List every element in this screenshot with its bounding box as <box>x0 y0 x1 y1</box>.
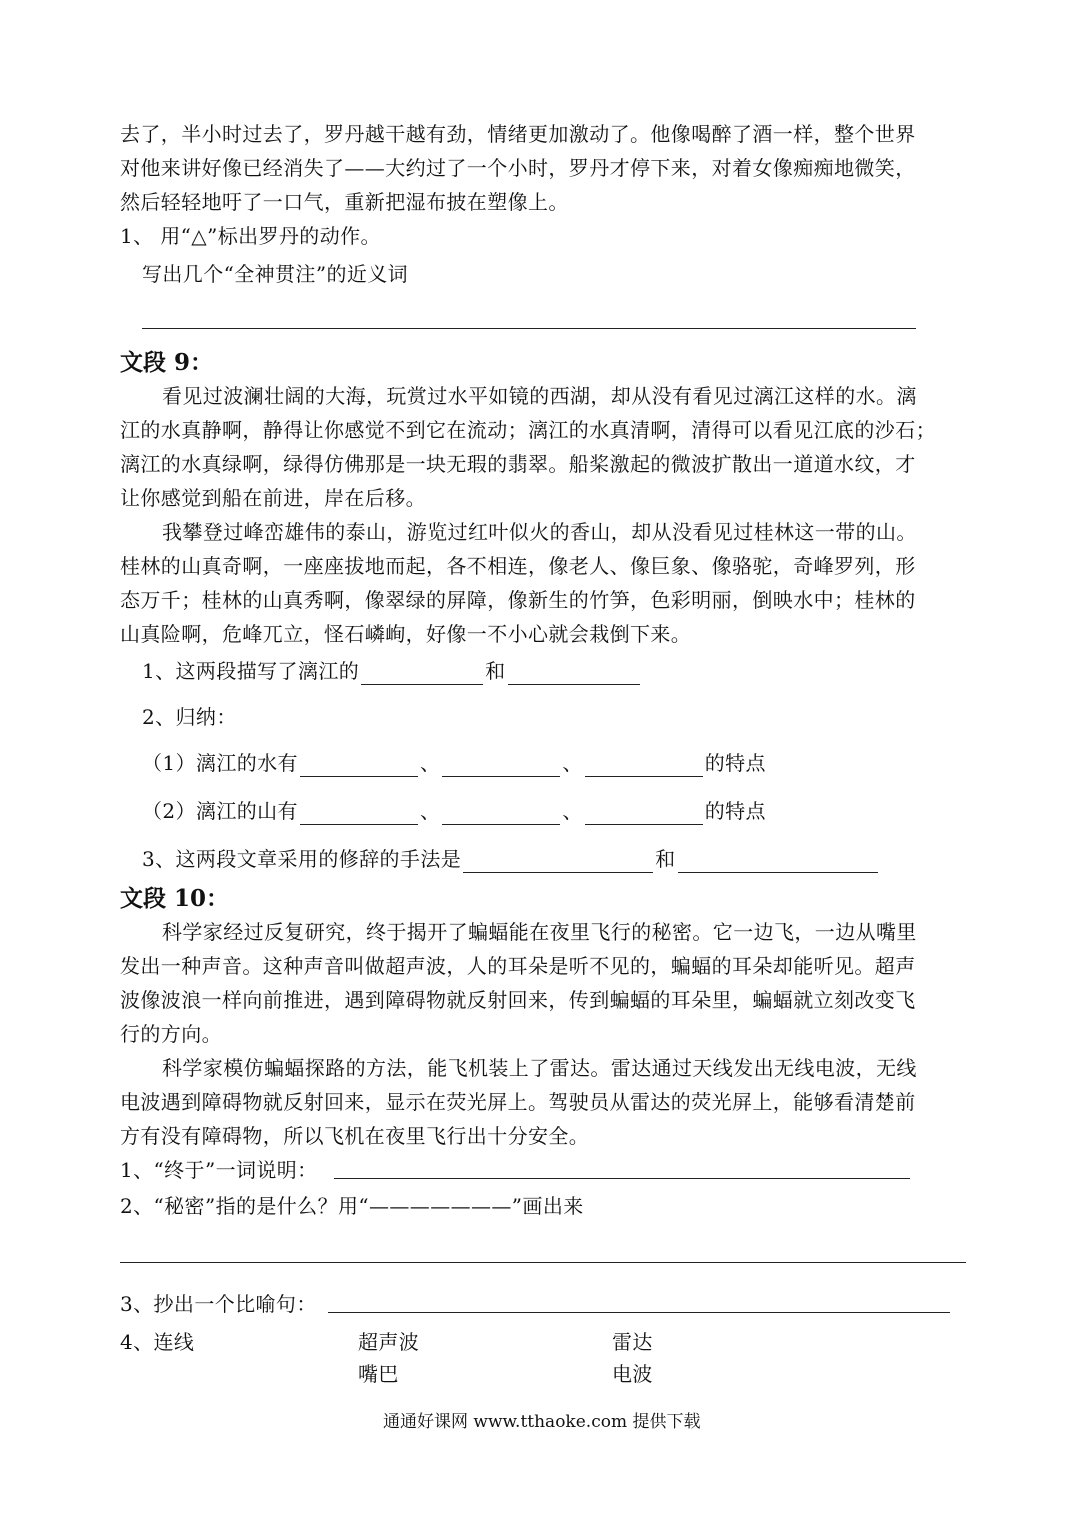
answer-line[interactable] <box>334 1178 910 1179</box>
question-3: 3、抄出一个比喻句： <box>120 1292 317 1316</box>
section-10-heading: 文段 10： <box>120 885 230 912</box>
passage-line: 让你感觉到船在前进，岸在后移。 <box>120 486 426 510</box>
passage-line: 然后轻轻地吁了一口气，重新把湿布披在塑像上。 <box>120 190 569 214</box>
answer-blank[interactable] <box>300 756 418 777</box>
question-1: 1、“终于”一词说明： <box>120 1158 318 1182</box>
question-text: （1）漓江的水有 <box>142 751 298 775</box>
passage-line: 波像波浪一样向前推进，遇到障碍物就反射回来，传到蝙蝠的耳朵里，蝙蝠就立刻改变飞 <box>120 988 916 1012</box>
question-4: 4、连线 <box>120 1330 195 1354</box>
question-2: 2、“秘密”指的是什么？用“———————”画出来 <box>120 1194 584 1218</box>
separator: 、 <box>419 751 441 775</box>
question-2b <box>142 797 766 825</box>
answer-blank[interactable] <box>585 756 703 777</box>
passage-line: 漓江的水真绿啊，绿得仿佛那是一块无瑕的翡翠。船桨激起的微波扩散出一道道水纹，才 <box>120 452 916 476</box>
match-left-item[interactable]: 超声波 <box>358 1330 420 1354</box>
question-text: 和 <box>485 659 506 683</box>
section-9-heading: 文段 9： <box>120 349 214 376</box>
answer-blank[interactable] <box>442 756 560 777</box>
separator: 、 <box>562 751 583 775</box>
match-right-item[interactable]: 电波 <box>612 1362 653 1386</box>
answer-blank[interactable] <box>585 804 703 825</box>
passage-line: 对他来讲好像已经消失了——大约过了一个小时，罗丹才停下来，对着女像痴痴地微笑， <box>120 156 916 180</box>
passage-line: 江的水真静啊，静得让你感觉不到它在流动；漓江的水真清啊，清得可以看见江底的沙石； <box>120 418 936 442</box>
answer-line[interactable] <box>120 1262 966 1263</box>
answer-line[interactable] <box>328 1312 950 1313</box>
separator: 、 <box>562 799 583 823</box>
answer-blank[interactable] <box>463 852 653 873</box>
passage-line: 我攀登过峰峦雄伟的泰山，游览过红叶似火的香山，却从没看见过桂林这一带的山。 <box>162 520 917 544</box>
answer-line <box>142 328 916 329</box>
question-text: 3、这两段文章采用的修辞的手法是 <box>142 847 462 871</box>
question-text: （2）漓江的山有 <box>142 799 298 823</box>
passage-line: 科学家模仿蝙蝠探路的方法，能飞机装上了雷达。雷达通过天线发出无线电波，无线 <box>162 1056 917 1080</box>
answer-blank[interactable] <box>300 804 418 825</box>
question-1: 1、 用“△”标出罗丹的动作。 <box>120 224 381 248</box>
question-text: 的特点 <box>704 751 766 775</box>
passage-line: 看见过波澜壮阔的大海，玩赏过水平如镜的西湖，却从没有看见过漓江这样的水。漓 <box>162 384 917 408</box>
match-left-item[interactable]: 嘴巴 <box>358 1362 399 1386</box>
answer-blank[interactable] <box>442 804 560 825</box>
question-1 <box>142 657 642 685</box>
passage-line: 行的方向。 <box>120 1022 222 1046</box>
match-right-item[interactable]: 雷达 <box>612 1330 653 1354</box>
passage-line: 发出一种声音。这种声音叫做超声波，人的耳朵是听不见的，蝙蝠的耳朵却能听见。超声 <box>120 954 916 978</box>
answer-blank[interactable] <box>678 852 878 873</box>
passage-line: 去了，半小时过去了，罗丹越干越有劲，情绪更加激动了。他像喝醉了酒一样，整个世界 <box>120 122 916 146</box>
passage-line: 科学家经过反复研究，终于揭开了蝙蝠能在夜里飞行的秘密。它一边飞，一边从嘴里 <box>162 920 917 944</box>
question-2a <box>142 749 766 777</box>
separator: 、 <box>419 799 441 823</box>
answer-blank[interactable] <box>361 664 483 685</box>
passage-line: 山真险啊，危峰兀立，怪石嶙峋，好像一不小心就会栽倒下来。 <box>120 622 692 646</box>
passage-line: 桂林的山真奇啊，一座座拔地而起，各不相连，像老人、像巨象、像骆驼，奇峰罗列，形 <box>120 554 916 578</box>
footer-credit: 通通好课网 www.tthaoke.com 提供下载 <box>383 1412 701 1432</box>
question-2: 2、归纳： <box>142 705 237 729</box>
passage-line: 态万千；桂林的山真秀啊，像翠绿的屏障，像新生的竹笋，色彩明丽，倒映水中；桂林的 <box>120 588 916 612</box>
question-text: 的特点 <box>704 799 766 823</box>
question-2: 写出几个“全神贯注”的近义词 <box>142 262 409 286</box>
question-3 <box>142 845 880 873</box>
question-text: 1、这两段描写了漓江的 <box>142 659 360 683</box>
passage-line: 方有没有障碍物，所以飞机在夜里飞行出十分安全。 <box>120 1124 590 1148</box>
passage-line: 电波遇到障碍物就反射回来，显示在荧光屏上。驾驶员从雷达的荧光屏上，能够看清楚前 <box>120 1090 916 1114</box>
answer-blank[interactable] <box>508 664 640 685</box>
question-text: 和 <box>655 847 676 871</box>
